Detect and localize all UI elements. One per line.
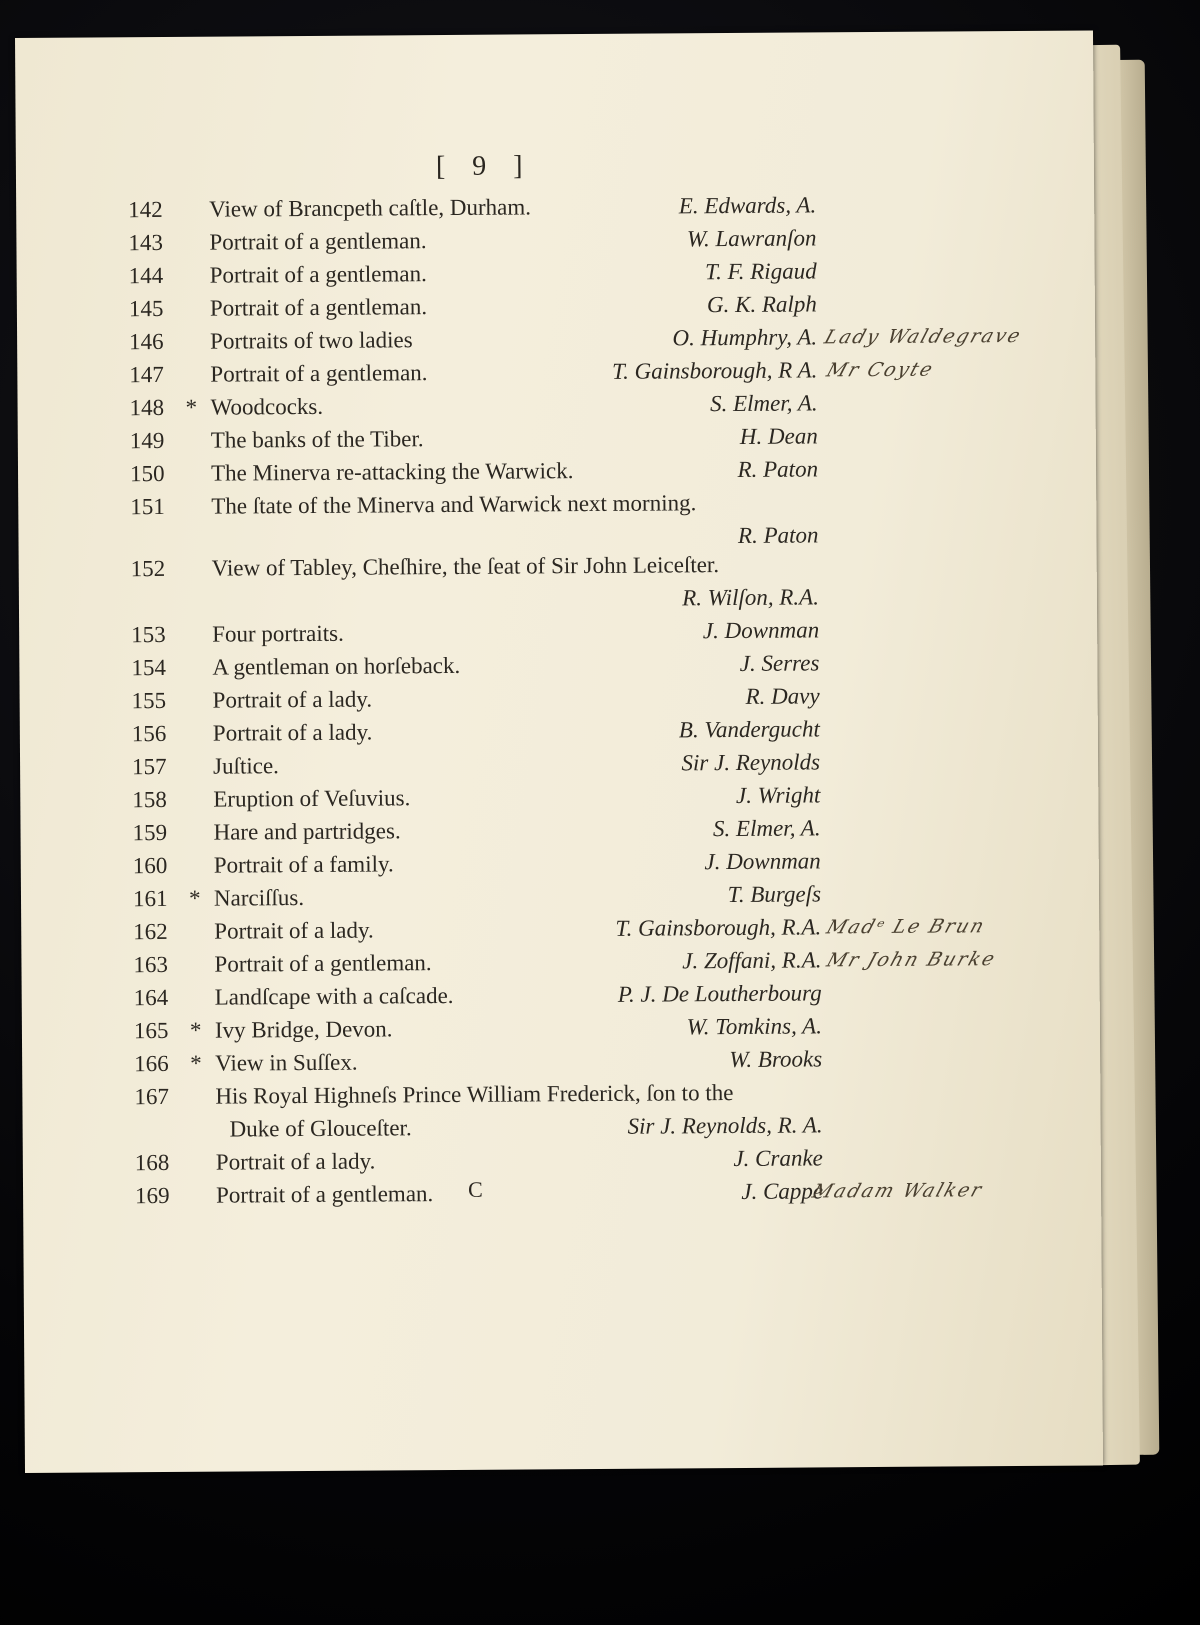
handwritten-annotation: Mr Coyte bbox=[823, 358, 938, 382]
entry-number: 152 bbox=[130, 555, 166, 582]
entry-title: Portrait of a family. bbox=[213, 851, 394, 878]
entry-number: 156 bbox=[131, 720, 167, 747]
entry-title: Portrait of a gentleman. bbox=[214, 950, 432, 977]
entry-number: 154 bbox=[131, 654, 166, 681]
entry-number: 147 bbox=[129, 361, 164, 388]
entry-number: 145 bbox=[128, 295, 164, 322]
handwritten-annotation: Madᵉ Le Brun bbox=[823, 915, 989, 939]
entry-title: Portrait of a lady. bbox=[215, 1148, 376, 1175]
entry-number: 162 bbox=[133, 918, 168, 945]
entry-title: The Minerva re-attacking the Warwick. bbox=[210, 458, 574, 486]
signature-mark: C bbox=[467, 1176, 483, 1202]
entry-number: 161 bbox=[132, 885, 168, 912]
entry-artist: S. Elmer, A. bbox=[709, 390, 818, 417]
entry-title: Portrait of a gentleman. bbox=[210, 360, 428, 387]
entry-number: 159 bbox=[132, 819, 168, 846]
entry-title: Hare and partridges. bbox=[213, 818, 401, 845]
catalogue-entry bbox=[23, 1176, 1101, 1216]
entry-number: 168 bbox=[134, 1149, 170, 1176]
entry-artist: W. Lawranſon bbox=[686, 225, 817, 252]
entry-title: Duke of Glouceſter. bbox=[229, 1115, 412, 1142]
entry-artist: R. Paton bbox=[737, 456, 819, 482]
entry-title: Juſtice. bbox=[213, 753, 279, 779]
entry-title: View in Suſſex. bbox=[215, 1049, 358, 1076]
entry-artist: Sir J. Reynolds, R. A. bbox=[627, 1112, 823, 1139]
entry-title: Eruption of Veſuvius. bbox=[213, 785, 411, 812]
entry-number: 149 bbox=[129, 427, 165, 454]
entry-title: His Royal Highneſs Prince William Frederick, ſon to the bbox=[215, 1080, 734, 1109]
asterisk-mark: * bbox=[185, 394, 198, 420]
entry-artist: T. Gainsborough, R.A. bbox=[615, 914, 822, 941]
entry-title: View of Tabley, Cheſhire, the ſeat of Sir John Leiceſter. bbox=[211, 552, 720, 581]
entry-artist: P. J. De Loutherbourg bbox=[617, 980, 822, 1007]
handwritten-annotation: Lady Waldegrave bbox=[821, 324, 1025, 349]
entry-artist: J. Cranke bbox=[733, 1145, 823, 1172]
entry-number: 148 bbox=[129, 394, 165, 421]
entry-number: 164 bbox=[133, 984, 169, 1011]
entry-artist: R. Wilſon, R.A. bbox=[682, 584, 820, 611]
entry-number: 169 bbox=[134, 1182, 170, 1209]
handwritten-annotation: Madam Walker bbox=[809, 1179, 987, 1203]
entry-number: 151 bbox=[130, 493, 165, 520]
entry-title: Portrait of a gentleman. bbox=[209, 261, 427, 288]
entry-artist: B. Vandergucht bbox=[678, 716, 820, 743]
entry-title: The ſtate of the Minerva and Warwick next morning. bbox=[211, 490, 697, 519]
entry-artist: H. Dean bbox=[739, 423, 818, 449]
entry-number: 158 bbox=[132, 786, 167, 813]
page-header: [ 9 ] bbox=[435, 150, 533, 183]
entry-title: Portraits of two ladies bbox=[210, 327, 413, 354]
entry-title: Portrait of a lady. bbox=[212, 686, 373, 713]
entry-title: Ivy Bridge, Devon. bbox=[214, 1016, 393, 1043]
entry-number: 142 bbox=[128, 196, 163, 223]
entry-artist: E. Edwards, A. bbox=[678, 192, 817, 219]
entry-artist: J. Wright bbox=[735, 782, 821, 808]
entry-number: 157 bbox=[132, 753, 167, 780]
entry-title: Narciſſus. bbox=[213, 885, 305, 911]
entry-artist: S. Elmer, A. bbox=[712, 815, 821, 842]
entry-number: 167 bbox=[134, 1083, 169, 1110]
entry-artist: T. Gainsborough, R A. bbox=[611, 357, 818, 384]
entry-title: A gentleman on horſeback. bbox=[212, 652, 461, 680]
entry-artist: Sir J. Reynolds bbox=[681, 749, 821, 776]
entry-artist: J. Downman bbox=[704, 848, 821, 875]
entry-number: 150 bbox=[129, 460, 165, 487]
entry-artist: R. Paton bbox=[737, 522, 819, 548]
entry-number: 146 bbox=[129, 328, 164, 355]
catalogue-page bbox=[15, 30, 1103, 1472]
asterisk-mark: * bbox=[190, 1050, 202, 1076]
entry-number: 160 bbox=[132, 852, 168, 879]
entry-number: 166 bbox=[134, 1050, 169, 1077]
entry-artist: T. Burgeſs bbox=[727, 881, 822, 908]
entry-artist: R. Davy bbox=[745, 683, 820, 709]
entry-artist: J. Serres bbox=[739, 650, 820, 676]
entry-artist: T. F. Rigaud bbox=[704, 258, 817, 285]
entry-artist: G. K. Ralph bbox=[706, 291, 817, 318]
entry-artist: J. Cappe bbox=[741, 1178, 824, 1204]
entry-number: 144 bbox=[128, 262, 164, 289]
entry-title: Portrait of a lady. bbox=[214, 917, 374, 944]
entry-title: Portrait of a gentleman. bbox=[209, 294, 428, 321]
asterisk-mark: * bbox=[189, 1017, 202, 1043]
entry-number: 165 bbox=[133, 1017, 169, 1044]
entry-number: 143 bbox=[128, 229, 164, 256]
entry-title: The banks of the Tiber. bbox=[210, 426, 424, 453]
entry-artist: W. Tomkins, A. bbox=[686, 1013, 823, 1040]
entry-number: 153 bbox=[131, 621, 166, 648]
entry-number: 163 bbox=[133, 951, 169, 978]
handwritten-annotation: Mr John Burke bbox=[823, 948, 1000, 972]
asterisk-mark: * bbox=[188, 885, 201, 911]
entry-number: 155 bbox=[131, 687, 167, 714]
entry-title: Portrait of a gentleman. bbox=[209, 228, 427, 255]
entry-artist: W. Brooks bbox=[729, 1046, 823, 1073]
entry-artist: O. Humphry, A. bbox=[672, 324, 818, 351]
entry-title: Portrait of a lady. bbox=[212, 719, 373, 746]
entry-artist: J. Zoffani, R.A. bbox=[682, 947, 822, 974]
entry-title: Portrait of a gentleman. bbox=[215, 1181, 434, 1208]
entry-title: Woodcocks. bbox=[210, 393, 324, 420]
entry-title: View of Brancpeth caſtle, Durham. bbox=[209, 194, 532, 222]
entry-artist: J. Downman bbox=[702, 617, 820, 644]
entry-title: Landſcape with a caſcade. bbox=[214, 982, 454, 1010]
entry-title: Four portraits. bbox=[212, 620, 344, 647]
